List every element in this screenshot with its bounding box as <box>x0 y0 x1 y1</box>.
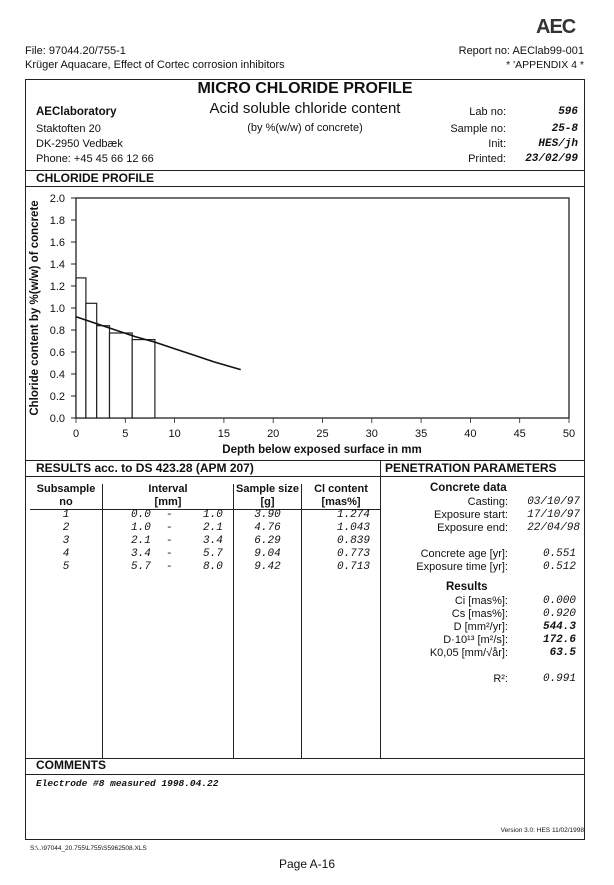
y-axis-label: Chloride content by %(w/w) of concrete <box>29 200 41 416</box>
divider <box>25 774 585 775</box>
results-subheading: Results <box>446 581 488 593</box>
y-tick: 1.6 <box>49 237 65 249</box>
project-title: Krüger Aquacare, Effect of Cortec corrosion inhibitors <box>25 59 285 71</box>
x-tick: 40 <box>464 428 477 440</box>
report-number: Report no: AEClab99-001 <box>458 45 584 57</box>
d-label: D [mm²/yr]: <box>453 621 508 633</box>
column-divider <box>102 484 103 758</box>
lab-phone: Phone: +45 45 66 12 66 <box>36 153 154 165</box>
chloride-bars <box>76 278 155 418</box>
bar-5 <box>132 340 155 418</box>
penetration-heading: PENETRATION PARAMETERS <box>385 461 557 475</box>
y-tick: 1.4 <box>49 259 65 271</box>
exposure-end-value: 22/04/98 <box>527 522 580 534</box>
col-cl-content-header: Cl content [mas%] <box>314 483 368 508</box>
panel-divider <box>380 460 381 758</box>
comment-text: Electrode #8 measured 1998.04.22 <box>36 778 219 789</box>
k005-value: 63.5 <box>549 647 576 659</box>
exposure-start-value: 17/10/97 <box>527 509 580 521</box>
lab-address-city: DK-2950 Vedbæk <box>36 138 123 150</box>
y-tick: 1.0 <box>49 303 65 315</box>
cs-value: 0.920 <box>542 608 576 620</box>
d-si-value: 172.6 <box>542 634 576 646</box>
chloride-profile-chart <box>25 187 585 459</box>
concrete-age-value: 0.551 <box>542 548 576 560</box>
casting-label: Casting: <box>467 496 508 508</box>
r2-label: R²: <box>493 673 508 685</box>
y-tick: 0.0 <box>49 413 65 425</box>
exposure-end-label: Exposure end: <box>437 522 508 534</box>
version-label: Version 3.0: HES 11/02/1998 <box>500 827 584 834</box>
cs-label: Cs [mas%]: <box>451 608 508 620</box>
bar-1 <box>76 278 86 418</box>
chloride-profile-heading: CHLORIDE PROFILE <box>36 171 155 185</box>
x-tick: 10 <box>168 428 181 440</box>
aec-logo: AEC <box>536 16 576 38</box>
appendix-label: * 'APPENDIX 4 * <box>506 59 584 71</box>
ci-label: Ci [mas%]: <box>454 595 508 607</box>
y-tick: 0.8 <box>49 325 65 337</box>
y-tick: 0.6 <box>49 347 65 359</box>
lab-name: AEClaboratory <box>36 106 117 118</box>
k005-label: K0,05 [mm/√år]: <box>429 647 508 659</box>
sample-no-label: Sample no: <box>450 123 506 135</box>
printed-value: 23/02/99 <box>525 153 578 165</box>
x-tick: 0 <box>72 428 80 440</box>
exposure-time-value: 0.512 <box>542 561 576 573</box>
x-axis-label: Depth below exposed surface in mm <box>222 444 422 456</box>
x-tick: 50 <box>562 428 576 440</box>
d-value: 544.3 <box>542 621 576 633</box>
comments-heading: COMMENTS <box>36 758 106 772</box>
casting-value: 03/10/97 <box>527 496 580 508</box>
report-title: MICRO CHLORIDE PROFILE <box>197 80 413 97</box>
y-tick: 1.8 <box>49 215 65 227</box>
init-value: HES/jh <box>538 138 578 150</box>
lab-no-value: 596 <box>558 106 578 118</box>
ci-value: 0.000 <box>542 595 576 607</box>
x-tick: 25 <box>316 428 329 440</box>
file-number: File: 97044.20/755-1 <box>25 45 126 57</box>
divider <box>25 758 585 759</box>
y-tick: 0.4 <box>49 369 65 381</box>
file-path: S:\..\97044_20.755\L755\S5962508.XLS <box>30 845 147 852</box>
d-si-label: D·10¹³ [m²/s]: <box>443 634 508 646</box>
x-tick: 45 <box>513 428 526 440</box>
report-subnote: (by %(w/w) of concrete) <box>247 122 363 134</box>
y-tick: 1.2 <box>49 281 65 293</box>
concrete-age-label: Concrete age [yr]: <box>420 548 508 560</box>
exposure-start-label: Exposure start: <box>434 509 508 521</box>
divider <box>25 476 585 477</box>
sample-no-value: 25-8 <box>551 123 578 135</box>
printed-label: Printed: <box>468 153 506 165</box>
page-number: Page A-16 <box>278 857 336 871</box>
x-tick: 20 <box>267 428 280 440</box>
bar-3 <box>97 326 110 418</box>
x-tick: 35 <box>414 428 428 440</box>
col-sample-size-header: Sample size [g] <box>236 483 299 508</box>
col-interval-header: Interval [mm] <box>148 483 188 508</box>
results-heading: RESULTS acc. to DS 423.28 (APM 207) <box>36 461 254 475</box>
lab-no-label: Lab no: <box>469 106 506 118</box>
r2-value: 0.991 <box>542 673 576 685</box>
concrete-data-heading: Concrete data <box>430 482 507 494</box>
exposure-time-label: Exposure time [yr]: <box>416 561 508 573</box>
init-label: Init: <box>488 138 506 150</box>
col-subsample-header: Subsample no <box>36 483 96 508</box>
lab-address-street: Staktoften 20 <box>36 123 101 135</box>
x-tick: 15 <box>217 428 231 440</box>
report-subtitle: Acid soluble chloride content <box>209 100 401 117</box>
x-tick: 5 <box>122 428 129 440</box>
y-tick: 0.2 <box>49 391 65 403</box>
bar-4 <box>110 333 133 418</box>
y-tick: 2.0 <box>49 193 65 205</box>
x-tick: 30 <box>365 428 378 440</box>
